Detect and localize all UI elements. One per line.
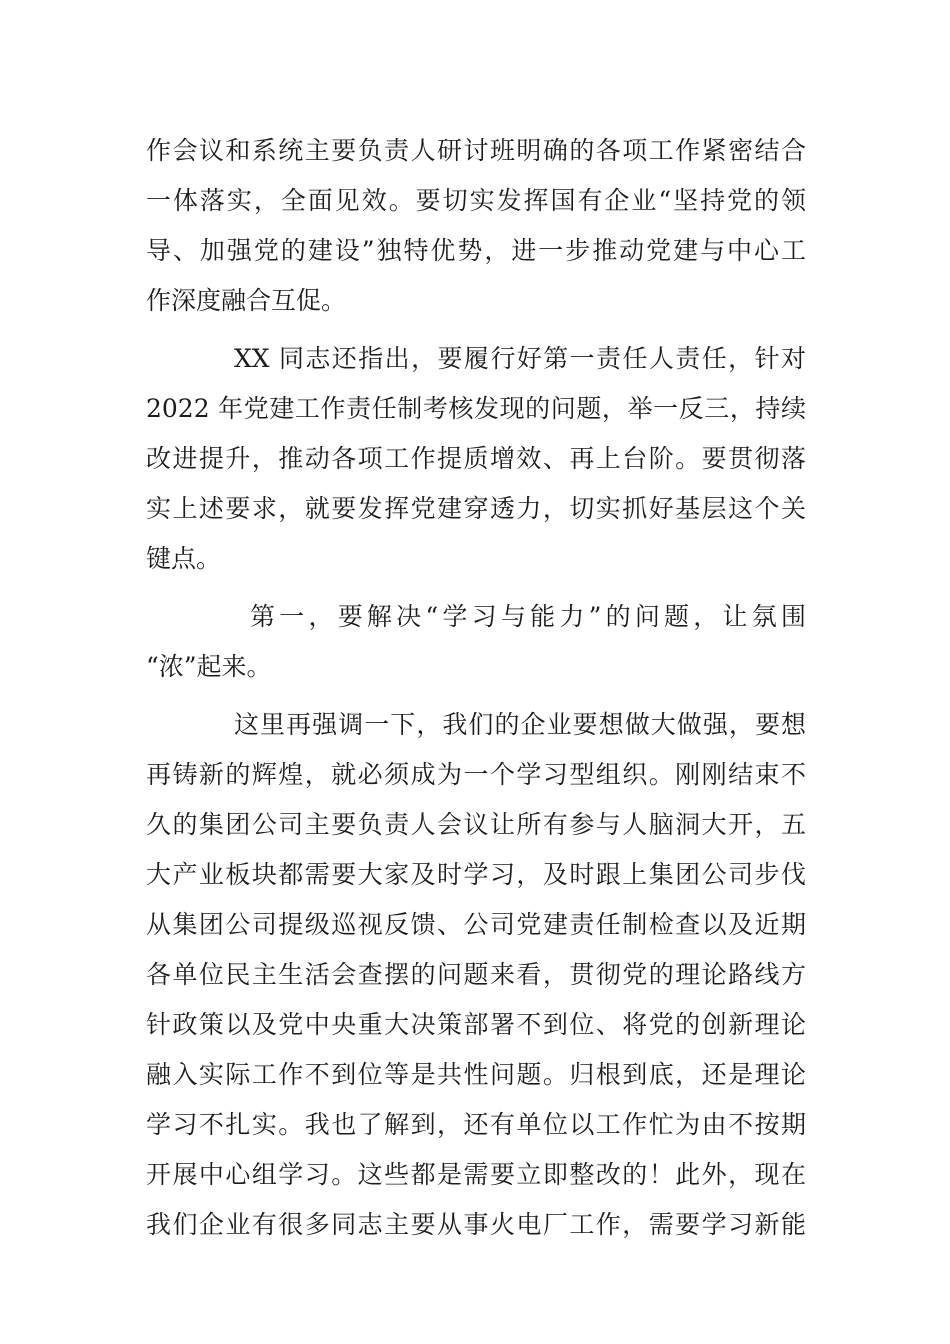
paragraph-2	[146, 334, 806, 584]
paragraph-1	[146, 126, 806, 326]
paragraph-line: 实上述要求，就要发挥党建穿透力，切实抓好基层这个关	[146, 494, 806, 523]
paragraph-line: 我们企业有很多同志主要从事火电厂工作，需要学习新能	[146, 1210, 806, 1239]
paragraph-line: 作深度融合互促。	[146, 286, 347, 315]
paragraph-line: XX 同志还指出，要履行好第一责任人责任，针对	[234, 344, 806, 373]
paragraph-line: 再铸新的辉煌，就必须成为一个学习型组织。刚刚结束不	[146, 760, 806, 789]
paragraph-line: 这里再强调一下，我们的企业要想做大做强，要想	[234, 710, 806, 739]
paragraph-4	[146, 700, 806, 1250]
paragraph-line: 键点。	[146, 544, 222, 573]
paragraph-line: 作会议和系统主要负责人研讨班明确的各项工作紧密结合	[146, 136, 806, 165]
paragraph-line: 一体落实，全面见效。要切实发挥国有企业“坚持党的领	[146, 186, 806, 215]
paragraph-line: 导、加强党的建设”独特优势，进一步推动党建与中心工	[146, 236, 806, 265]
paragraph-line: 学习不扎实。我也了解到，还有单位以工作忙为由不按期	[146, 1110, 806, 1139]
paragraph-line: 久的集团公司主要负责人会议让所有参与人脑洞大开，五	[146, 810, 806, 839]
paragraph-line: 改进提升，推动各项工作提质增效、再上台阶。要贯彻落	[146, 444, 806, 473]
paragraph-line: 第一，要解决“学习与能力”的问题，让氛围	[250, 602, 806, 631]
section-heading-first	[146, 592, 806, 692]
paragraph-line: “浓”起来。	[146, 652, 272, 681]
paragraph-line: 针政策以及党中央重大决策部署不到位、将党的创新理论	[146, 1010, 806, 1039]
paragraph-line: 各单位民主生活会查摆的问题来看，贯彻党的理论路线方	[146, 960, 806, 989]
document-body	[146, 126, 806, 1250]
paragraph-line: 开展中心组学习。这些都是需要立即整改的！此外，现在	[146, 1160, 806, 1189]
paragraph-line: 大产业板块都需要大家及时学习，及时跟上集团公司步伐	[146, 860, 806, 889]
paragraph-line: 融入实际工作不到位等是共性问题。归根到底，还是理论	[146, 1060, 806, 1089]
paragraph-line: 从集团公司提级巡视反馈、公司党建责任制检查以及近期	[146, 910, 806, 939]
paragraph-line: 2022 年党建工作责任制考核发现的问题，举一反三，持续	[146, 394, 806, 423]
